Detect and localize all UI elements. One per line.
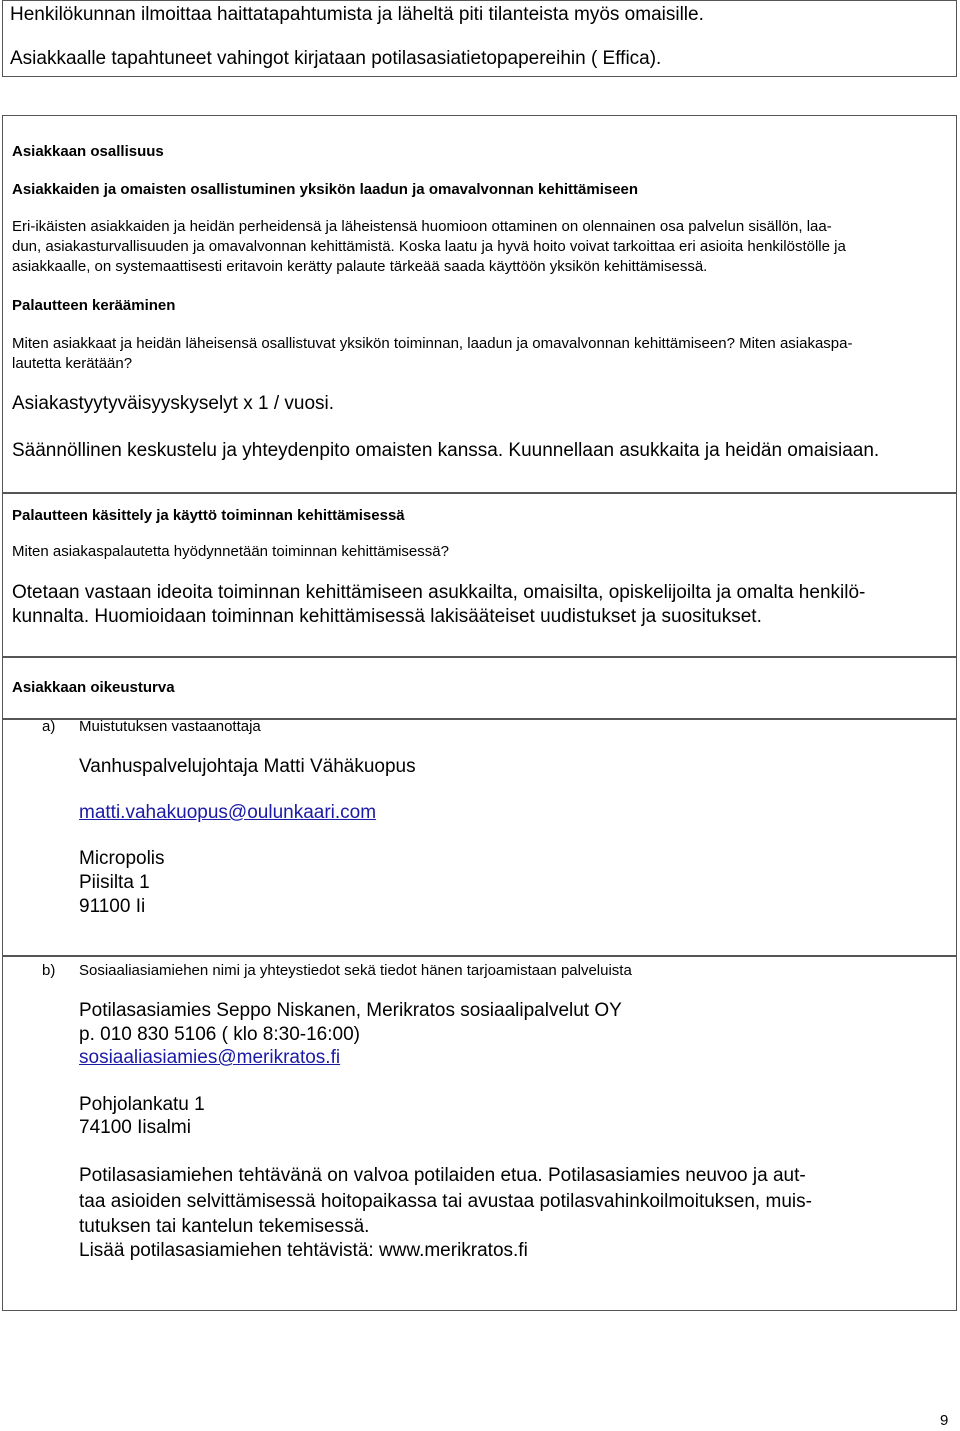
section-b-label: Sosiaaliasiamiehen nimi ja yhteystiedot sekä tiedot hänen tarjoamistaan palveluista [79, 962, 632, 979]
feedback-use-question: Miten asiakaspalautetta hyödynnetään toiminnan kehittämisessä? [12, 543, 449, 560]
top-line-2: Asiakkaalle tapahtuneet vahingot kirjataan potilasasiatietopapereihin ( Effica). [10, 48, 662, 69]
section-a-addr-2: Piisilta 1 [79, 872, 150, 893]
section-b-desc-line-3: tutuksen tai kantelun tekemisessä. [79, 1216, 370, 1237]
section-a-addr-1: Micropolis [79, 848, 165, 869]
section-a-name: Vanhuspalvelujohtaja Matti Vähäkuopus [79, 756, 416, 777]
section-b-desc-line-2: taa asioiden selvittämisessä hoitopaikassa tai avustaa potilasvahinkoilmoituksen, muis- [79, 1191, 812, 1212]
collect-answer-2: Säännöllinen keskustelu ja yhteydenpito omaisten kanssa. Kuunnellaan asukkaita ja heidän omaisiaan. [12, 440, 880, 461]
section-b-addr-1: Pohjolankatu 1 [79, 1094, 205, 1115]
collect-heading: Palautteen kerääminen [12, 297, 176, 314]
section-b-desc-line-4: Lisää potilasasiamiehen tehtävistä: www.merikratos.fi [79, 1240, 528, 1261]
feedback-use-answer-line-1: Otetaan vastaan ideoita toiminnan kehittämiseen asukkailta, omaisilta, opiskelijoilta ja omalta henkilö- [12, 582, 866, 603]
collect-question-line-1: Miten asiakkaat ja heidän läheisensä osallistuvat yksikön toiminnan, laadun ja omavalvonnan kehittämiseen? Miten asiakaspa- [12, 335, 853, 352]
section-a-addr-3: 91100 Ii [79, 896, 146, 917]
section-a-letter: a) [42, 718, 56, 735]
section-b-email-link[interactable]: sosiaaliasiamies@merikratos.fi [79, 1047, 341, 1068]
section-b-name: Potilasasiamies Seppo Niskanen, Merikratos sosiaalipalvelut OY [79, 1000, 622, 1021]
section-b-desc-line-1: Potilasasiamiehen tehtävänä on valvoa potilaiden etua. Potilasasiamies neuvoo ja aut- [79, 1165, 806, 1186]
feedback-use-answer-line-2: kunnalta. Huomioidaan toiminnan kehittämisessä lakisääteiset uudistukset ja suositukset. [12, 606, 762, 627]
section-b-letter: b) [42, 962, 56, 979]
collect-question-line-2: lautetta kerätään? [12, 355, 133, 372]
participation-heading: Asiakkaan osallisuus [12, 143, 164, 160]
page-number: 9 [940, 1412, 949, 1429]
legal-rights-heading: Asiakkaan oikeusturva [12, 679, 175, 696]
top-line-1: Henkilökunnan ilmoittaa haittatapahtumista ja läheltä piti tilanteista myös omaisille. [10, 4, 704, 25]
section-a-label: Muistutuksen vastaanottaja [79, 718, 261, 735]
participation-para-line-1: Eri-ikäisten asiakkaiden ja heidän perheidensä ja läheistensä huomioon ottaminen on olennainen osa palvelun sisällön, laa- [12, 218, 832, 235]
section-a-box [2, 719, 957, 956]
section-a-email-link[interactable]: matti.vahakuopus@oulunkaari.com [79, 802, 377, 823]
participation-subheading: Asiakkaiden ja omaisten osallistuminen yksikön laadun ja omavalvonnan kehittämiseen [12, 181, 639, 198]
section-b-phone: p. 010 830 5106 ( klo 8:30-16:00) [79, 1024, 360, 1045]
collect-answer-1: Asiakastyytyväisyyskyselyt x 1 / vuosi. [12, 393, 335, 414]
section-b-addr-2: 74100 Iisalmi [79, 1117, 191, 1138]
feedback-use-heading: Palautteen käsittely ja käyttö toiminnan kehittämisessä [12, 507, 405, 524]
participation-para-line-2: dun, asiakasturvallisuuden ja omavalvonnan kehittämistä. Koska laatu ja hyvä hoito voivat tarkoittaa eri asioita henkilöstölle ja [12, 238, 846, 255]
participation-para-line-3: asiakkaalle, on systemaattisesti eritavoin kerätty palaute tärkeää saada käyttöön yksikön kehittämisessä. [12, 258, 708, 275]
